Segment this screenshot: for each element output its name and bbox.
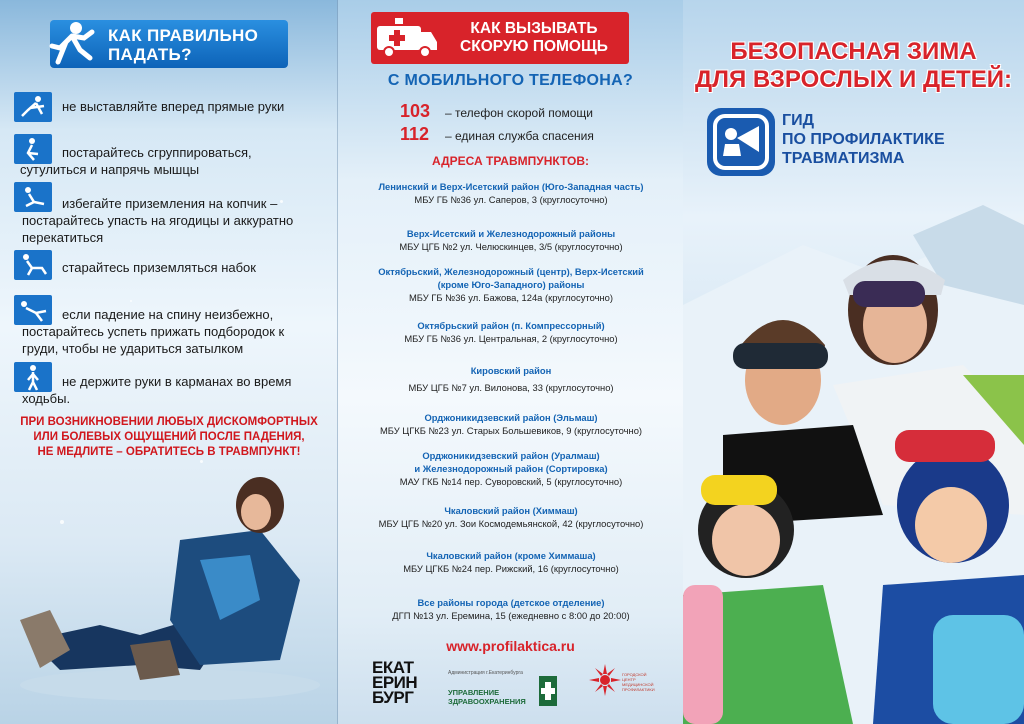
district: Кировский район [470,365,552,376]
addresses-heading: АДРЕСА ТРАВМПУНКТОВ: [431,154,590,168]
clinic-address: МБУ ГБ №36 ул. Бажова, 124а (круглосуточно) [409,292,613,303]
tip-4 [22,259,322,276]
subtitle-line: ТРАВМАТИЗМА [782,150,905,167]
subtitle-line: ПО ПРОФИЛАКТИКЕ [782,131,945,148]
health-department-logo-icon [535,674,561,708]
tip-6 [22,373,322,407]
district: и Железнодорожный район (Сортировка) [414,463,608,474]
tip-line: сутулиться и напрячь мышцы [20,162,200,177]
warning-line: НЕ МЕДЛИТЕ – ОБРАТИТЕСЬ В ТРАВМПУНКТ! [37,446,301,458]
clinic-address: МАУ ГКБ №14 пер. Суворовский, 5 (круглосуточно) [399,476,623,487]
warning-line: ПРИ ВОЗНИКНОВЕНИИ ЛЮБЫХ ДИСКОМФОРТНЫХ [20,416,318,428]
logo-line: ЕКАТ [372,658,414,677]
dept-line: ЗДРАВООХРАНЕНИЯ [448,697,526,706]
address-entry [342,180,680,206]
district: (кроме Юго-Западного) районы [437,279,585,290]
clinic-address: ДГП №13 ул. Еремина, 15 (ежедневно с 8:00 до 20:00) [392,610,630,621]
mobile-phone-subtitle: С МОБИЛЬНОГО ТЕЛЕФОНА? [387,72,634,89]
district: Чкаловский район (Химмаш) [444,505,578,516]
ambulance-header [371,12,629,64]
ambulance-icon [375,16,439,60]
clinic-address: МБУ ГБ №36 ул. Центральная, 2 (круглосуточно) [404,333,618,344]
website-link[interactable]: www.profilaktica.ru [446,638,575,654]
health-department-label [448,688,526,706]
falling-person-icon [46,18,98,70]
district: Все районы города (детское отделение) [417,597,605,608]
title-line: ПАДАТЬ? [108,45,192,64]
district: Ленинский и Верх-Исетский район (Юго-Западная часть) [378,181,644,192]
tip-2 [22,144,322,178]
warning-line: ИЛИ БОЛЕВЫХ ОЩУЩЕНИЙ ПОСЛЕ ПАДЕНИЯ, [33,431,305,443]
tip-line: постарайтесь успеть прижать подбородок к [22,324,285,339]
snowflake [200,460,203,463]
tip-line: ходьбы. [22,391,71,406]
phone-number: 103 [400,101,431,121]
district: Верх-Исетский и Железнодорожный районы [406,228,616,239]
how-to-fall-header [50,20,288,68]
tip-line: постарайтесь сгруппироваться, [62,145,252,160]
district: Октябрьский район (п. Компрессорный) [417,320,605,331]
title-line: КАК ВЫЗЫВАТЬ [470,20,598,37]
phone-ambulance [400,101,593,122]
tip-5 [22,306,322,357]
clinic-address: МБУ ЦГБ №7 ул. Вилонова, 33 (круглосуточно) [408,382,614,393]
family-skiing-photo [683,185,1024,724]
clinic-address: МБУ ЦГКБ №24 пер. Рижский, 16 (круглосуточно) [403,563,619,574]
clinic-address: МБУ ЦГБ №2 ул. Челюскинцев, 3/5 (круглосуточно) [399,241,623,252]
phone-rescue [400,124,594,145]
cover-subtitle [782,111,945,168]
logo-line: БУРГ [372,688,414,707]
district: Чкаловский район (кроме Химмаша) [426,550,596,561]
title-line: ДЛЯ ВЗРОСЛЫХ И ДЕТЕЙ: [695,66,1012,93]
address-entry [342,265,680,304]
warning-message [16,415,322,460]
address-entry [342,449,680,488]
phone-number: 112 [400,124,430,144]
clinic-address: МБУ ЦГКБ №23 ул. Старых Большевиков, 9 (круглосуточно) [379,425,643,436]
title-line: КАК ПРАВИЛЬНО [108,26,259,45]
cover-title [683,38,1024,94]
fallen-woman-photo [20,470,320,700]
megaphone-badge-icon [707,108,775,176]
dept-line: УПРАВЛЕНИЕ [448,688,500,697]
district: Октябрьский, Железнодорожный (центр), Верх-Исетский [378,266,644,277]
how-to-fall-title [108,26,258,64]
clinic-address: МБУ ЦГБ №20 ул. Зои Космодемьянской, 42 (круглосуточно) [378,518,644,529]
tip-line: постарайтесь упасть на ягодицы и аккуратно [22,213,294,228]
address-entry [342,504,680,530]
district: Орджоникидзевский район (Эльмаш) [424,412,598,423]
address-entry [342,227,680,253]
address-entry [342,549,680,575]
tip-1 [22,98,322,115]
logo-line: ЕРИН [372,673,418,692]
tip-3 [22,195,322,246]
phone-label: – единая служба спасения [445,129,594,143]
clinic-address: МБУ ГБ №36 ул. Саперов, 3 (круглосуточно) [414,194,608,205]
tip-line: груди, чтобы не удариться затылком [22,341,244,356]
title-line: БЕЗОПАСНАЯ ЗИМА [730,38,977,65]
tip-line: избегайте приземления на копчик – [62,196,278,211]
title-line: СКОРУЮ ПОМОЩЬ [460,38,608,55]
address-entry [342,319,680,345]
subtitle-line: ГИД [782,112,814,129]
address-entry [342,596,680,622]
snowflake [130,300,132,302]
tip-line: старайтесь приземляться набок [62,260,256,275]
ekaterinburg-logo [372,660,417,705]
address-entry [342,411,680,437]
tip-line: если падение на спину неизбежно, [62,307,274,322]
address-entry [342,364,680,394]
ambulance-title [444,20,624,56]
administration-label: Администрация г.Екатеринбурга [448,670,523,676]
prevention-center-label: ГОРОДСКОЙ ЦЕНТР МЕДИЦИНСКОЙ ПРОФИЛАКТИКИ [622,672,655,692]
tip-line: не выставляйте вперед прямые руки [62,99,285,114]
tip-line: перекатиться [22,230,104,245]
phone-label: – телефон скорой помощи [445,106,593,120]
district: Орджоникидзевский район (Уралмаш) [422,450,600,461]
tip-line: не держите руки в карманах во время [62,374,292,389]
